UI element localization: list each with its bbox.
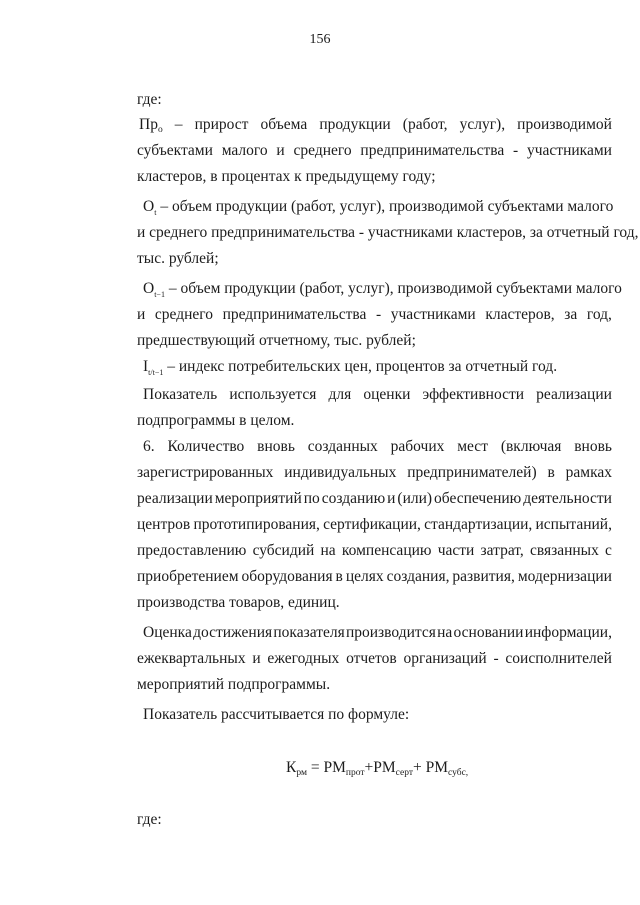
definition-ot1-line2: и среднего предпринимательства - участниками кластеров, за год,: [137, 306, 612, 323]
definition-ot1-line1: $О_{t-1}$ – объем продукции (работ, услуг), производимой субъектами малого: [143, 280, 622, 299]
where-label-2: где:: [137, 811, 162, 828]
assessment-line1: Оценка достижения показателя производится на основании информации,: [143, 624, 612, 641]
assessment-line3: мероприятий подпрограммы.: [137, 676, 331, 693]
definition-pr-line2: субъектами малого и среднего предпринимательства - участниками: [137, 142, 612, 159]
formula-term-subs: РМсубс,: [425, 759, 469, 778]
symbol-i: $I_{t/t-1}$: [143, 358, 164, 377]
formula-term-prot: РМпрот: [323, 759, 365, 778]
symbol-ot: $О_t$: [143, 198, 157, 217]
item-6-line2: зарегистрированных индивидуальных предпринимателей) в рамках: [137, 464, 612, 481]
definition-ot-line2: и среднего предпринимательства - участниками кластеров, за отчетный год,: [137, 224, 639, 241]
item-6-line1: 6. Количество вновь созданных рабочих мест (включая вновь: [143, 438, 612, 455]
definition-i-line1: $I_{t/t-1}$ – индекс потребительских цен, процентов за отчетный год.: [143, 358, 558, 377]
symbol-pr: Про: [139, 116, 163, 135]
item-6-line3: реализации мероприятий по созданию и (или) обеспечению деятельности: [137, 490, 612, 507]
indicator-usage-line1: Показатель используется для оценки эффективности реализации: [143, 386, 612, 403]
definition-ot-line3: тыс. рублей;: [137, 250, 219, 267]
formula-intro: Показатель рассчитывается по формуле:: [143, 706, 410, 723]
item-6-line4: центров прототипирования, сертификации, стандартизации, испытаний,: [137, 516, 612, 533]
indicator-usage-line2: подпрограммы в целом.: [137, 412, 295, 429]
formula-term-sert: РМсерт: [373, 759, 413, 778]
definition-ot1-line3: предшествующий отчетному, тыс. рублей;: [137, 332, 416, 349]
formula-lhs: Крм: [286, 759, 307, 778]
where-label: где:: [137, 91, 162, 108]
definition-ot-line1: $О_t$ – объем продукции (работ, услуг), производимой субъектами малого: [143, 198, 614, 217]
formula: Крм = РМпрот+РМсерт+ РМсубс,: [286, 759, 469, 778]
page-number: 156: [309, 32, 331, 47]
item-6-line5: предоставлению субсидий на компенсацию части затрат, связанных с: [137, 542, 612, 559]
item-6-line7: производства товаров, единиц.: [137, 594, 340, 611]
definition-pr-line3: кластеров, в процентах к предыдущему году;: [137, 168, 436, 185]
assessment-line2: ежеквартальных и ежегодных отчетов организаций - соисполнителей: [137, 650, 612, 667]
symbol-ot1: $О_{t-1}$: [143, 280, 165, 299]
item-6-line6: приобретением оборудования в целях создания, развития, модернизации: [137, 568, 612, 585]
definition-pr-line1: Про – прирост объема продукции (работ, услуг), производимой: [139, 116, 612, 135]
